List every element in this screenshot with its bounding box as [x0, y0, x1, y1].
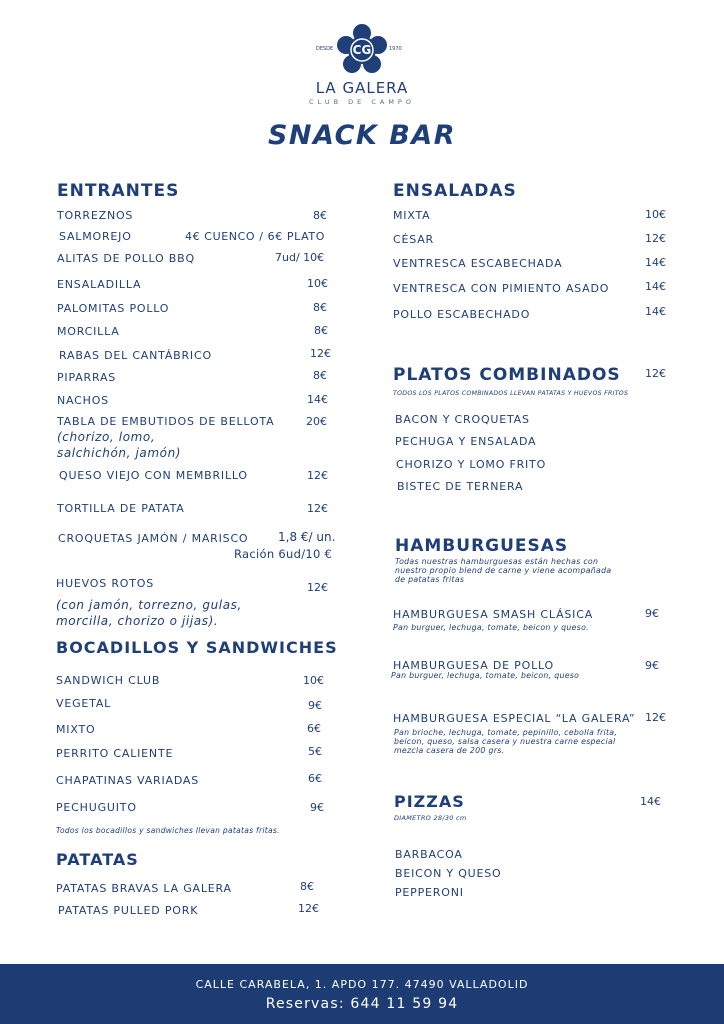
menu-item-price: 12€ [307, 469, 328, 482]
menu-item-price: 6€ [307, 722, 321, 735]
menu-item-price: 8€ [314, 324, 328, 337]
logo-left-text: DESDE [316, 46, 334, 52]
menu-item-price: 12€ [310, 347, 331, 360]
menu-item-name: VEGETAL [56, 697, 112, 710]
menu-item-name: ALITAS DE POLLO BBQ [57, 252, 195, 265]
menu-item-name: PERRITO CALIENTE [56, 747, 174, 760]
menu-item-name: PIPARRAS [57, 371, 117, 384]
menu-item-price: 8€ [313, 209, 327, 222]
menu-item-name: MIXTA [393, 209, 431, 222]
menu-item-name: PALOMITAS POLLO [57, 302, 170, 315]
section-heading-bocadillos: BOCADILLOS Y SANDWICHES [56, 638, 338, 657]
menu-item-name: PECHUGUITO [56, 801, 137, 814]
menu-item-price: 14€ [307, 393, 328, 406]
menu-item-description: Pan burguer, lechuga, tomate, beicon, queso [391, 671, 580, 680]
menu-item-price: 20€ [306, 415, 327, 428]
menu-item-price: 5€ [308, 745, 322, 758]
menu-item-price: 1,8 €/ un. [278, 530, 336, 544]
section-note: Todos los bocadillos y sandwiches llevan patatas fritas. [56, 826, 280, 835]
menu-item-price: 14€ [645, 280, 666, 293]
menu-item-name: NACHOS [57, 394, 109, 407]
menu-item-price: 8€ [313, 301, 327, 314]
menu-item-price: 7ud/ 10€ [275, 251, 325, 264]
menu-item-price: 8€ [313, 369, 327, 382]
footer-address: CALLE CARABELA, 1. APDO 177. 47490 VALLADOLID [195, 978, 529, 991]
menu-item-description: Pan burguer, lechuga, tomate, beicon y queso. [393, 623, 589, 632]
menu-item-price: 8€ [300, 880, 314, 893]
menu-item-description: (chorizo, lomo, salchichón, jamón) [57, 430, 182, 460]
menu-item-description: Pan brioche, lechuga, tomate, pepinillo, cebolla frita, beicon, queso, salsa casera y nuestra carne especial mezcla casera de 200 grs. [394, 728, 618, 755]
page-title: SNACK BAR [267, 120, 456, 151]
menu-item-price: 9€ [310, 801, 324, 814]
menu-item-price: 6€ [308, 772, 322, 785]
section-price: 14€ [640, 795, 661, 808]
section-heading-entrantes: ENTRANTES [57, 181, 180, 201]
menu-item-name: CHORIZO Y LOMO FRITO [396, 458, 547, 471]
menu-item-price: 12€ [307, 581, 328, 594]
menu-item-price: 9€ [645, 607, 659, 620]
menu-item-price: 12€ [645, 711, 666, 724]
footer-bar [0, 964, 724, 1024]
menu-item-name: HAMBURGUESA ESPECIAL “LA GALERA” [393, 712, 636, 725]
menu-item-name: TORREZNOS [57, 209, 134, 222]
menu-item-name: MIXTO [56, 723, 96, 736]
section-note: TODOS LOS PLATOS COMBINADOS LLEVAN PATATAS Y HUEVOS FRITOS [393, 390, 629, 397]
section-heading-patatas: PATATAS [56, 850, 139, 869]
menu-item-price: 10€ [645, 208, 666, 221]
club-logo [336, 24, 388, 76]
section-heading-ensaladas: ENSALADAS [393, 181, 517, 201]
menu-item-name: SALMOREJO [59, 230, 132, 243]
section-note: Todas nuestras hamburguesas están hechas con nuestro propio blend de carne y viene acompañada de patatas fritas [395, 557, 612, 584]
section-heading-pizzas: PIZZAS [394, 792, 465, 811]
menu-item-name: TORTILLA DE PATATA [57, 502, 185, 515]
menu-item-name: PECHUGA Y ENSALADA [395, 435, 537, 448]
section-price: 12€ [645, 367, 666, 380]
menu-item-name: BISTEC DE TERNERA [397, 480, 524, 493]
menu-item-name: PATATAS PULLED PORK [58, 904, 199, 917]
menu-item-name: VENTRESCA ESCABECHADA [393, 257, 563, 270]
menu-item-name: HAMBURGUESA DE POLLO [393, 659, 554, 672]
menu-item-name: BARBACOA [395, 848, 463, 861]
footer-reservations: Reservas: 644 11 59 94 [265, 996, 459, 1012]
menu-item-price: 14€ [645, 305, 666, 318]
menu-item-name: CÉSAR [393, 233, 434, 246]
menu-item-price-ration: Ración 6ud/10 € [234, 547, 333, 561]
menu-item-name: HUEVOS ROTOS [56, 577, 155, 590]
menu-item-name: MORCILLA [57, 325, 120, 338]
section-note: DIAMETRO 28/30 cm [394, 814, 467, 822]
menu-item-name: BEICON Y QUESO [395, 867, 502, 880]
menu-item-name: TABLA DE EMBUTIDOS DE BELLOTA [57, 415, 275, 428]
menu-item-name: ENSALADILLA [57, 278, 142, 291]
menu-item-name: POLLO ESCABECHADO [393, 308, 531, 321]
section-heading-platos-combinados: PLATOS COMBINADOS [393, 365, 621, 385]
menu-item-price: 12€ [307, 502, 328, 515]
menu-item-price: 12€ [298, 902, 319, 915]
menu-item-name: PATATAS BRAVAS LA GALERA [56, 882, 232, 895]
menu-item-price: 12€ [645, 232, 666, 245]
section-heading-hamburguesas: HAMBURGUESAS [395, 536, 569, 556]
brand-subtitle: CLUB DE CAMPO [309, 98, 415, 106]
menu-item-name: CROQUETAS JAMÓN / MARISCO [58, 532, 249, 545]
menu-item-name: CHAPATINAS VARIADAS [56, 774, 200, 787]
menu-item-name: VENTRESCA CON PIMIENTO ASADO [393, 282, 610, 295]
menu-item-price: 10€ [307, 277, 328, 290]
menu-item-name: BACON Y CROQUETAS [395, 413, 530, 426]
menu-item-name: QUESO VIEJO CON MEMBRILLO [59, 469, 248, 482]
menu-item-name: RABAS DEL CANTÁBRICO [59, 349, 212, 362]
menu-item-price: 4€ CUENCO / 6€ PLATO [185, 230, 325, 243]
menu-item-name: PEPPERONI [395, 886, 464, 899]
menu-item-price: 14€ [645, 256, 666, 269]
menu-item-price: 9€ [645, 659, 659, 672]
menu-item-price: 10€ [303, 674, 324, 687]
logo-right-text: 1970 [389, 46, 402, 52]
menu-item-description: (con jamón, torrezno, gulas, morcilla, chorizo o jijas). [56, 598, 242, 628]
menu-item-name: HAMBURGUESA SMASH CLÁSICA [393, 608, 594, 621]
brand-name: LA GALERA [315, 79, 409, 97]
menu-item-name: SANDWICH CLUB [56, 674, 161, 687]
logo-letters: CG [352, 43, 372, 57]
menu-item-price: 9€ [308, 699, 322, 712]
